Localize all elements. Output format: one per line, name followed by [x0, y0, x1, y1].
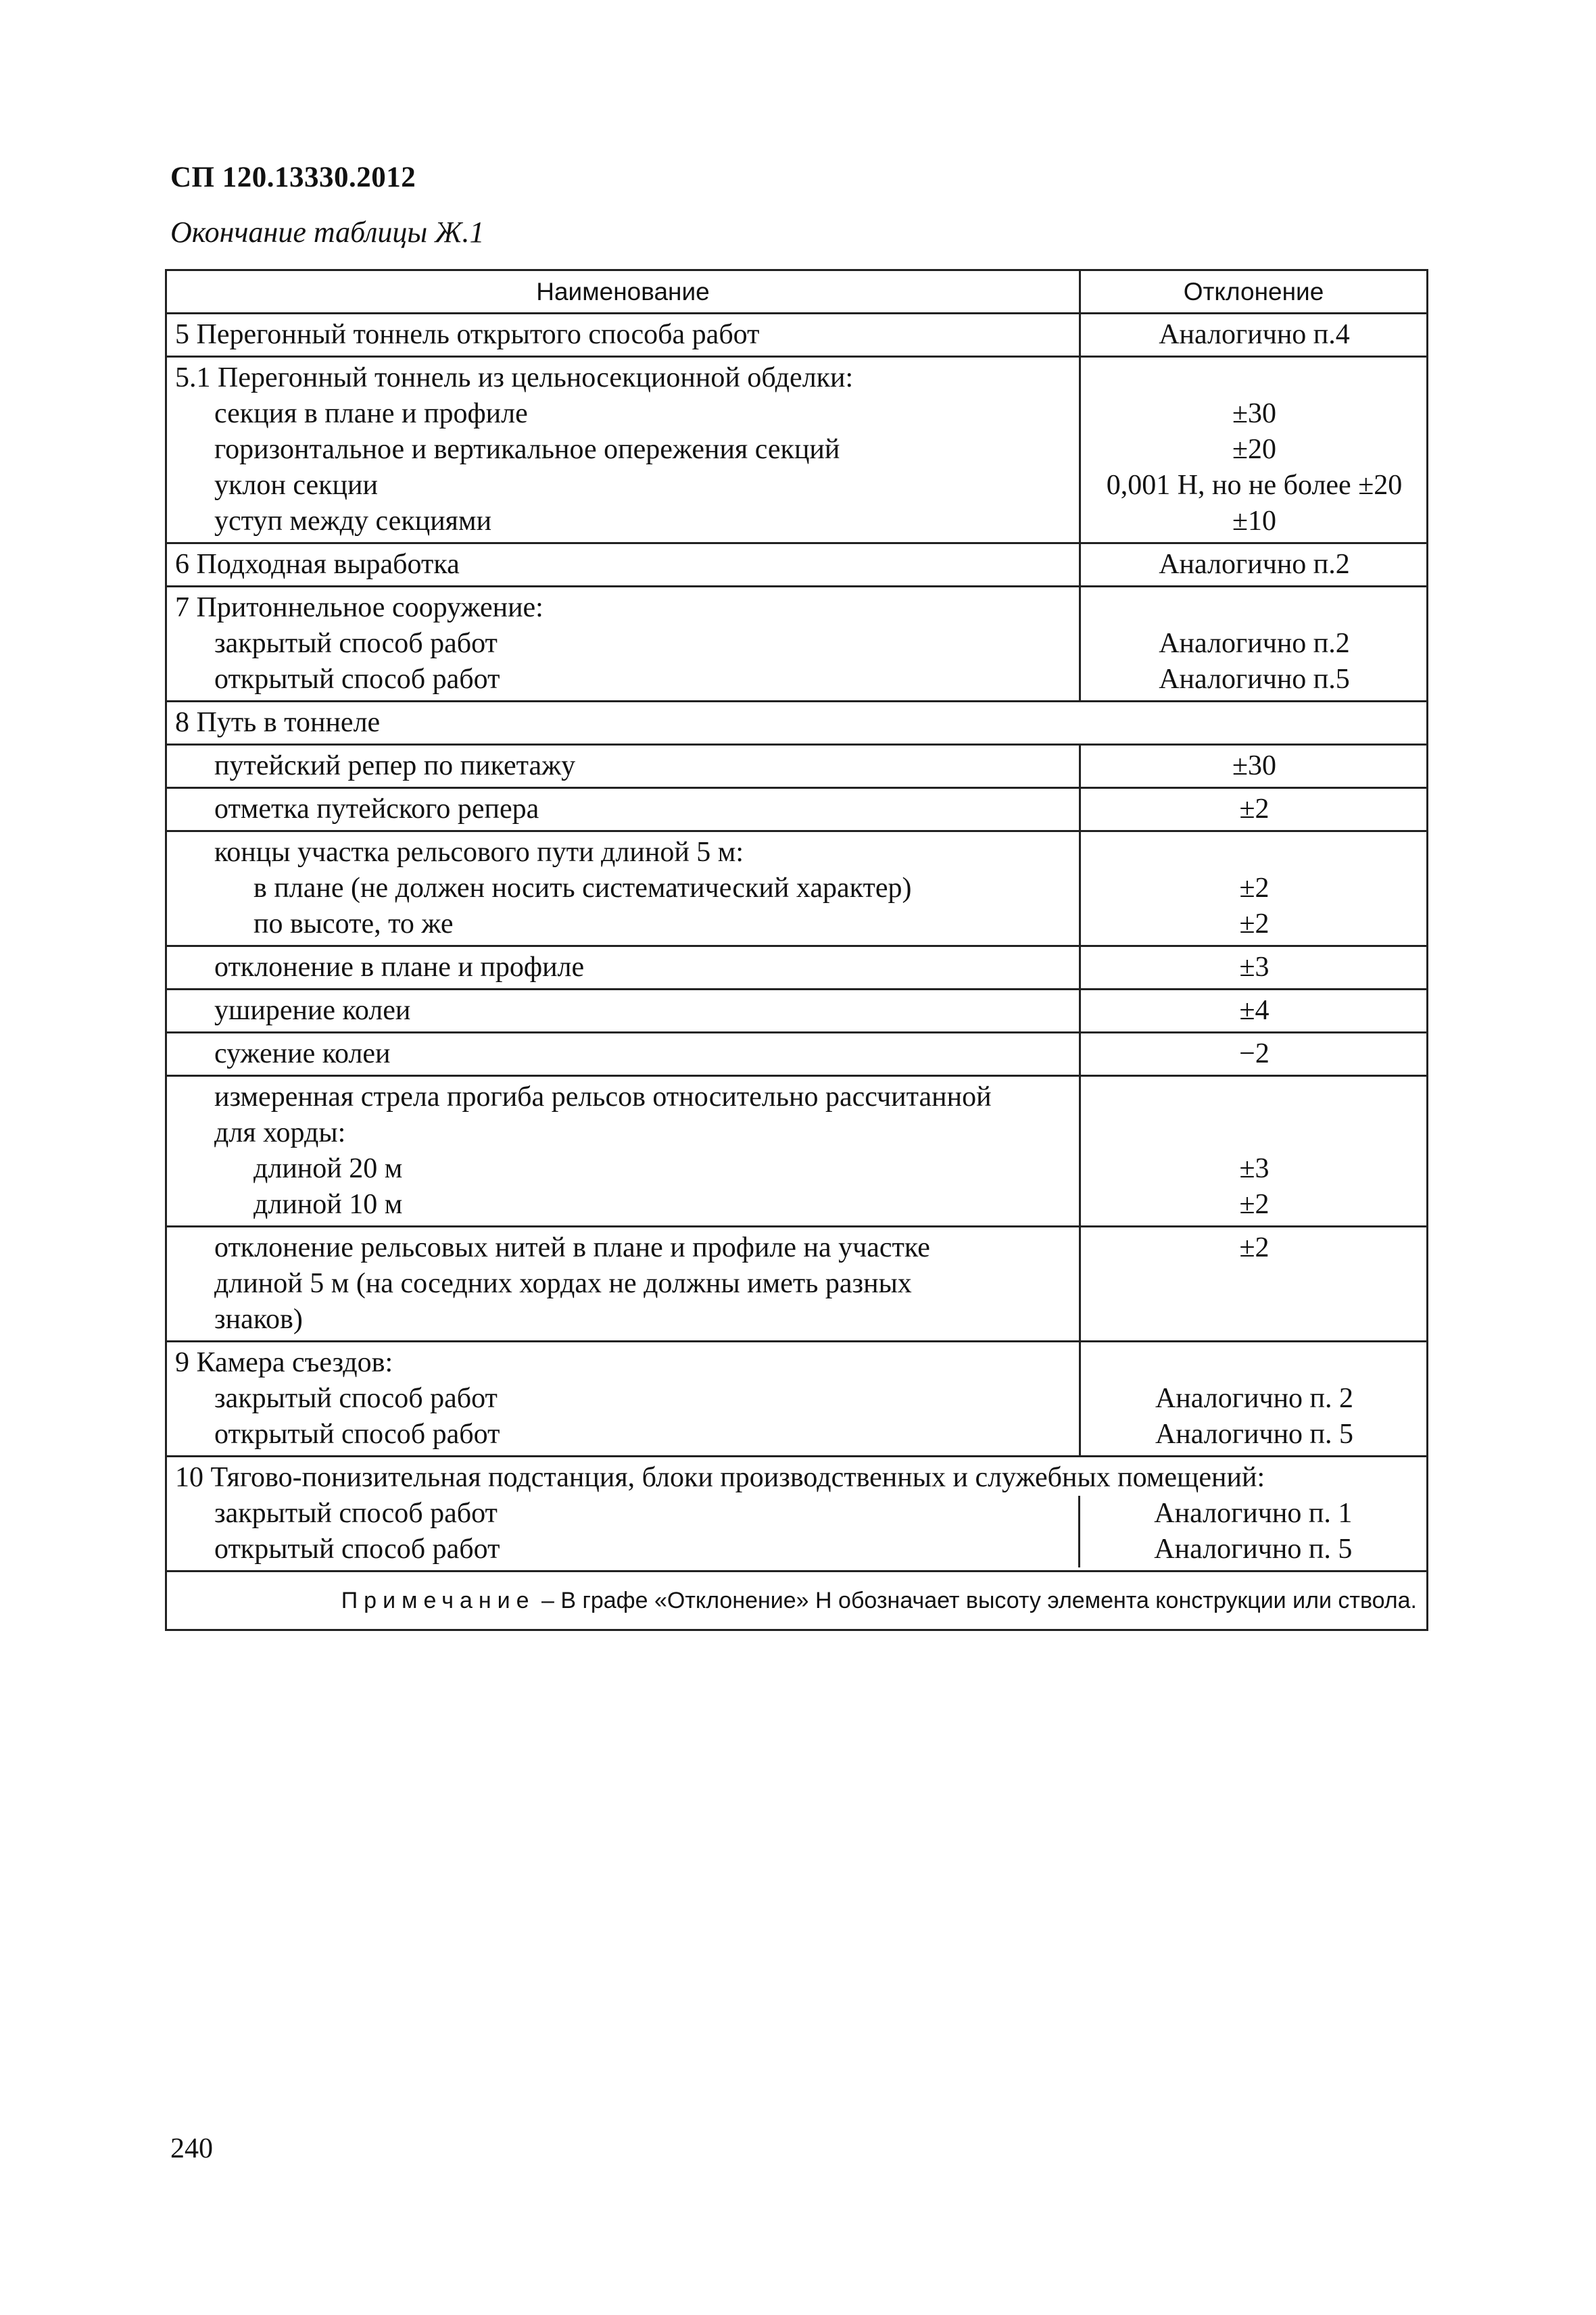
row-value: ±3 — [1239, 1153, 1269, 1184]
row-value: Аналогично п. 5 — [1155, 1419, 1354, 1450]
row-value: −2 — [1080, 1033, 1428, 1076]
row-value: ±2 — [1239, 873, 1269, 904]
list-item: длиной 10 м — [253, 1189, 403, 1220]
row-value: Аналогично п.2 — [1080, 543, 1428, 587]
document-code: СП 120.13330.2012 — [170, 162, 416, 193]
row-group-name — [166, 831, 1080, 946]
table-row — [166, 357, 1428, 543]
row-group-values — [1080, 831, 1428, 946]
row-value: Аналогично п. 1 — [1154, 1498, 1353, 1529]
row-value: ±20 — [1232, 434, 1277, 465]
group-title: 9 Камера съездов: — [175, 1347, 393, 1378]
row-value: Аналогично п.2 — [1159, 628, 1350, 659]
table-note-row — [166, 1571, 1428, 1630]
section-title: 8 Путь в тоннеле — [166, 702, 1428, 745]
table-row — [166, 1227, 1428, 1342]
table-row — [166, 543, 1428, 587]
row-name-line: отклонение рельсовых нитей в плане и профиле на участке — [214, 1232, 930, 1263]
row-value: Аналогично п.4 — [1080, 314, 1428, 357]
note-label: Примечание — [341, 1588, 535, 1613]
table-row — [166, 1457, 1428, 1571]
row-value: 0,001 H, но не более ±20 — [1106, 470, 1403, 501]
group-title: 5.1 Перегонный тоннель из цельносекционной обделки: — [175, 362, 854, 393]
row-name: 5 Перегонный тоннель открытого способа работ — [166, 314, 1080, 357]
row-group-name — [166, 357, 1080, 543]
row-name-line: длиной 5 м (на соседних хордах не должны иметь разных — [214, 1268, 912, 1299]
list-item: по высоте, то же — [253, 908, 454, 940]
list-item: горизонтальное и вертикальное опережения секций — [214, 434, 840, 465]
row-value: ±2 — [1080, 788, 1428, 831]
list-item: уступ между секциями — [214, 506, 492, 537]
group-title: измеренная стрела прогиба рельсов относительно рассчитанной — [214, 1081, 992, 1113]
row-name: 6 Подходная выработка — [166, 543, 1080, 587]
table-row — [166, 702, 1428, 745]
deviation-table — [165, 269, 1426, 1631]
column-header-name: Наименование — [166, 270, 1080, 314]
group-title-cont: для хорды: — [214, 1117, 346, 1148]
table-row — [166, 946, 1428, 990]
column-header-deviation: Отклонение — [1080, 270, 1428, 314]
group-title: 10 Тягово-понизительная подстанция, блоки производственных и служебных помещений: — [175, 1462, 1265, 1493]
table-row — [166, 831, 1428, 946]
list-item: в плане (не должен носить систематический характер) — [253, 873, 912, 904]
row-group-values — [1080, 357, 1428, 543]
list-item: длиной 20 м — [253, 1153, 403, 1184]
row-name-line: знаков) — [214, 1304, 303, 1335]
table-row — [166, 314, 1428, 357]
table-row — [166, 1033, 1428, 1076]
row-value: ±3 — [1080, 946, 1428, 990]
row-value: ±2 — [1239, 1189, 1269, 1220]
list-item: закрытый способ работ — [214, 1383, 498, 1414]
group-title: 7 Притоннельное сооружение: — [175, 592, 543, 623]
table-row — [166, 1342, 1428, 1457]
note-text: – В графе «Отклонение» H обозначает высоту элемента конструкции или ствола. — [535, 1588, 1417, 1613]
row-value: Аналогично п. 5 — [1154, 1534, 1353, 1565]
table-caption: Окончание таблицы Ж.1 — [170, 216, 485, 249]
row-value: ±4 — [1080, 990, 1428, 1033]
row-value: Аналогично п.5 — [1159, 664, 1350, 695]
row-group-name — [166, 1457, 1428, 1571]
row-name: уширение колеи — [166, 990, 1080, 1033]
row-value: Аналогично п. 2 — [1155, 1383, 1354, 1414]
table-row — [166, 745, 1428, 788]
table-row — [166, 788, 1428, 831]
row-value: ±2 — [1080, 1227, 1428, 1342]
row-group-name — [166, 587, 1080, 702]
page-number: 240 — [170, 2133, 213, 2164]
row-group-values — [1080, 1076, 1428, 1227]
table-row — [166, 1076, 1428, 1227]
table-row — [166, 587, 1428, 702]
row-value: ±2 — [1239, 908, 1269, 940]
list-item: уклон секции — [214, 470, 378, 501]
row-name: отклонение в плане и профиле — [166, 946, 1080, 990]
table-row — [166, 990, 1428, 1033]
list-item: закрытый способ работ — [214, 1498, 498, 1529]
list-item: открытый способ работ — [214, 1534, 500, 1565]
list-item: закрытый способ работ — [214, 628, 498, 659]
row-group-name — [166, 1342, 1080, 1457]
list-item: открытый способ работ — [214, 1419, 500, 1450]
table-note — [166, 1571, 1428, 1630]
group-title: концы участка рельсового пути длиной 5 м: — [214, 837, 744, 868]
row-value: ±30 — [1232, 398, 1277, 429]
row-group-values — [1080, 587, 1428, 702]
row-value: ±30 — [1080, 745, 1428, 788]
list-item: открытый способ работ — [214, 664, 500, 695]
list-item: секция в плане и профиле — [214, 398, 528, 429]
row-name — [166, 1227, 1080, 1342]
table-header-row — [166, 270, 1428, 314]
row-group-name — [166, 1076, 1080, 1227]
row-group-values — [1080, 1342, 1428, 1457]
row-name: отметка путейского репера — [166, 788, 1080, 831]
row-value: ±10 — [1232, 506, 1277, 537]
row-name: путейский репер по пикетажу — [166, 745, 1080, 788]
row-name: сужение колеи — [166, 1033, 1080, 1076]
